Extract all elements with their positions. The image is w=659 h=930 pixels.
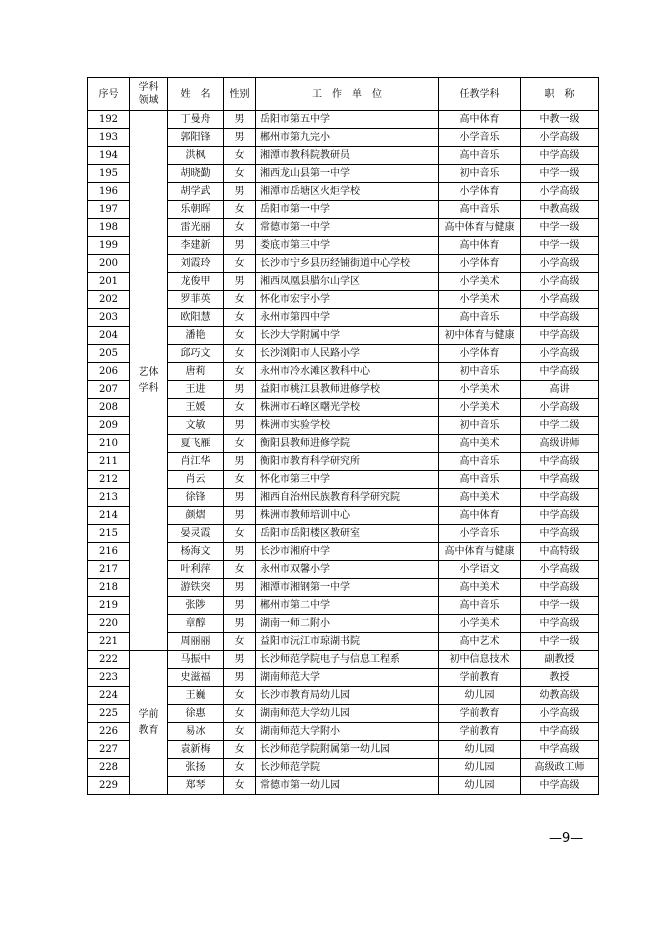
cell-gender: 男 bbox=[224, 237, 256, 255]
cell-no: 210 bbox=[88, 435, 130, 453]
cell-subject: 高中音乐 bbox=[439, 201, 521, 219]
cell-unit: 湖南师范大学幼儿园 bbox=[256, 705, 439, 723]
cell-name: 胡学武 bbox=[168, 183, 224, 201]
cell-name: 张陟 bbox=[168, 597, 224, 615]
cell-no: 208 bbox=[88, 399, 130, 417]
cell-subject: 高中体育 bbox=[439, 111, 521, 129]
cell-name: 史滋福 bbox=[168, 669, 224, 687]
cell-title: 高级讲师 bbox=[521, 435, 599, 453]
cell-subject: 高中艺术 bbox=[439, 633, 521, 651]
cell-unit: 常德市第一幼儿园 bbox=[256, 777, 439, 795]
cell-subject: 学前教育 bbox=[439, 669, 521, 687]
cell-gender: 男 bbox=[224, 489, 256, 507]
cell-name: 郑琴 bbox=[168, 777, 224, 795]
cell-title: 小学高级 bbox=[521, 345, 599, 363]
cell-name: 王进 bbox=[168, 381, 224, 399]
cell-unit: 郴州市第二中学 bbox=[256, 597, 439, 615]
cell-subject: 小学体育 bbox=[439, 255, 521, 273]
cell-title: 幼教高级 bbox=[521, 687, 599, 705]
cell-unit: 衡阳县教师进修学院 bbox=[256, 435, 439, 453]
cell-name: 袁新梅 bbox=[168, 741, 224, 759]
cell-no: 205 bbox=[88, 345, 130, 363]
cell-subject: 小学美术 bbox=[439, 291, 521, 309]
cell-no: 223 bbox=[88, 669, 130, 687]
cell-name: 洪枫 bbox=[168, 147, 224, 165]
cell-unit: 湘西自治州民族教育科学研究院 bbox=[256, 489, 439, 507]
cell-unit: 常德市第一中学 bbox=[256, 219, 439, 237]
cell-subject: 高中体育 bbox=[439, 237, 521, 255]
cell-subject: 幼儿园 bbox=[439, 687, 521, 705]
page-number: —9— bbox=[549, 831, 584, 846]
cell-subject: 小学美术 bbox=[439, 381, 521, 399]
cell-no: 227 bbox=[88, 741, 130, 759]
cell-unit: 长沙市湘府中学 bbox=[256, 543, 439, 561]
cell-unit: 长沙浏阳市人民路小学 bbox=[256, 345, 439, 363]
cell-unit: 娄底市第三中学 bbox=[256, 237, 439, 255]
cell-subject: 初中体育与健康 bbox=[439, 327, 521, 345]
cell-subject: 高中美术 bbox=[439, 489, 521, 507]
cell-subject: 小学音乐 bbox=[439, 129, 521, 147]
cell-name: 雷光丽 bbox=[168, 219, 224, 237]
cell-title: 中学二级 bbox=[521, 417, 599, 435]
cell-subject: 高中音乐 bbox=[439, 147, 521, 165]
cell-no: 226 bbox=[88, 723, 130, 741]
cell-no: 193 bbox=[88, 129, 130, 147]
cell-title: 中学高级 bbox=[521, 507, 599, 525]
cell-gender: 女 bbox=[224, 327, 256, 345]
cell-name: 徐锋 bbox=[168, 489, 224, 507]
cell-name: 唐莉 bbox=[168, 363, 224, 381]
cell-unit: 郴州市第九完小 bbox=[256, 129, 439, 147]
cell-unit: 株洲市石峰区曙光学校 bbox=[256, 399, 439, 417]
cell-subject: 小学音乐 bbox=[439, 525, 521, 543]
cell-title: 小学高级 bbox=[521, 273, 599, 291]
cell-gender: 女 bbox=[224, 147, 256, 165]
cell-gender: 女 bbox=[224, 363, 256, 381]
cell-subject: 高中音乐 bbox=[439, 471, 521, 489]
cell-no: 229 bbox=[88, 777, 130, 795]
cell-unit: 永州市双馨小学 bbox=[256, 561, 439, 579]
cell-gender: 女 bbox=[224, 759, 256, 777]
header-unit: 工 作 单 位 bbox=[256, 78, 439, 111]
cell-gender: 男 bbox=[224, 453, 256, 471]
cell-no: 209 bbox=[88, 417, 130, 435]
cell-subject: 小学语文 bbox=[439, 561, 521, 579]
cell-no: 195 bbox=[88, 165, 130, 183]
cell-name: 肖云 bbox=[168, 471, 224, 489]
roster-table bbox=[87, 77, 599, 795]
cell-name: 王巍 bbox=[168, 687, 224, 705]
cell-name: 欧阳慧 bbox=[168, 309, 224, 327]
cell-unit: 岳阳市第一中学 bbox=[256, 201, 439, 219]
cell-unit: 岳阳市岳阳楼区教研室 bbox=[256, 525, 439, 543]
cell-unit: 湘潭市湘钢第一中学 bbox=[256, 579, 439, 597]
header-no: 序号 bbox=[88, 78, 130, 111]
cell-subject: 幼儿园 bbox=[439, 759, 521, 777]
cell-title: 中教高级 bbox=[521, 201, 599, 219]
cell-gender: 男 bbox=[224, 129, 256, 147]
cell-unit: 益阳市沅江市琼湖书院 bbox=[256, 633, 439, 651]
cell-unit: 湖南师范大学附小 bbox=[256, 723, 439, 741]
cell-unit: 长沙市教育局幼儿园 bbox=[256, 687, 439, 705]
cell-title: 小学高级 bbox=[521, 129, 599, 147]
header-title: 职 称 bbox=[521, 78, 599, 111]
cell-gender: 男 bbox=[224, 111, 256, 129]
cell-no: 211 bbox=[88, 453, 130, 471]
cell-subject: 小学美术 bbox=[439, 615, 521, 633]
cell-no: 204 bbox=[88, 327, 130, 345]
cell-no: 196 bbox=[88, 183, 130, 201]
cell-subject: 学前教育 bbox=[439, 723, 521, 741]
cell-unit: 怀化市宏宇小学 bbox=[256, 291, 439, 309]
cell-gender: 女 bbox=[224, 309, 256, 327]
cell-gender: 男 bbox=[224, 507, 256, 525]
cell-name: 李建新 bbox=[168, 237, 224, 255]
cell-title: 副教授 bbox=[521, 651, 599, 669]
cell-unit: 湘潭市岳塘区火炬学校 bbox=[256, 183, 439, 201]
cell-name: 徐惠 bbox=[168, 705, 224, 723]
header-name: 姓 名 bbox=[168, 78, 224, 111]
cell-name: 杨海文 bbox=[168, 543, 224, 561]
cell-title: 中学高级 bbox=[521, 579, 599, 597]
cell-subject: 小学体育 bbox=[439, 183, 521, 201]
cell-gender: 女 bbox=[224, 561, 256, 579]
cell-gender: 男 bbox=[224, 651, 256, 669]
cell-no: 225 bbox=[88, 705, 130, 723]
cell-no: 206 bbox=[88, 363, 130, 381]
cell-no: 217 bbox=[88, 561, 130, 579]
cell-name: 周丽丽 bbox=[168, 633, 224, 651]
table-header-row bbox=[88, 78, 599, 111]
cell-gender: 男 bbox=[224, 597, 256, 615]
cell-unit: 永州市冷水滩区教科中心 bbox=[256, 363, 439, 381]
cell-title: 中学一级 bbox=[521, 165, 599, 183]
cell-unit: 湖南师范大学 bbox=[256, 669, 439, 687]
cell-subject: 初中音乐 bbox=[439, 363, 521, 381]
cell-no: 214 bbox=[88, 507, 130, 525]
cell-subject: 高中体育 bbox=[439, 507, 521, 525]
cell-subject: 高中美术 bbox=[439, 579, 521, 597]
cell-title: 教授 bbox=[521, 669, 599, 687]
cell-unit: 株洲市实验学校 bbox=[256, 417, 439, 435]
cell-title: 小学高级 bbox=[521, 183, 599, 201]
cell-gender: 女 bbox=[224, 201, 256, 219]
cell-no: 218 bbox=[88, 579, 130, 597]
cell-no: 201 bbox=[88, 273, 130, 291]
cell-unit: 长沙大学附属中学 bbox=[256, 327, 439, 345]
cell-gender: 男 bbox=[224, 669, 256, 687]
cell-no: 192 bbox=[88, 111, 130, 129]
cell-title: 中高特级 bbox=[521, 543, 599, 561]
cell-gender: 女 bbox=[224, 435, 256, 453]
cell-gender: 女 bbox=[224, 471, 256, 489]
cell-title: 中教一级 bbox=[521, 111, 599, 129]
cell-no: 200 bbox=[88, 255, 130, 273]
cell-no: 215 bbox=[88, 525, 130, 543]
cell-unit: 益阳市桃江县教师进修学校 bbox=[256, 381, 439, 399]
cell-unit: 长沙师范学院 bbox=[256, 759, 439, 777]
cell-subject: 初中信息技术 bbox=[439, 651, 521, 669]
cell-gender: 女 bbox=[224, 291, 256, 309]
cell-subject: 初中音乐 bbox=[439, 165, 521, 183]
cell-gender: 男 bbox=[224, 579, 256, 597]
cell-gender: 女 bbox=[224, 399, 256, 417]
cell-subject: 高中音乐 bbox=[439, 453, 521, 471]
cell-subject: 高中美术 bbox=[439, 435, 521, 453]
cell-unit: 衡阳市教育科学研究所 bbox=[256, 453, 439, 471]
cell-name: 颜熠 bbox=[168, 507, 224, 525]
cell-no: 219 bbox=[88, 597, 130, 615]
cell-subject: 小学美术 bbox=[439, 399, 521, 417]
cell-subject: 高中体育与健康 bbox=[439, 543, 521, 561]
cell-gender: 女 bbox=[224, 255, 256, 273]
cell-name: 罗菲英 bbox=[168, 291, 224, 309]
cell-unit: 湘潭市教科院教研员 bbox=[256, 147, 439, 165]
header-field: 学科 领域 bbox=[130, 78, 168, 111]
table-row bbox=[88, 651, 599, 669]
cell-name: 肖江华 bbox=[168, 453, 224, 471]
cell-no: 203 bbox=[88, 309, 130, 327]
cell-title: 中学高级 bbox=[521, 309, 599, 327]
cell-title: 中学高级 bbox=[521, 147, 599, 165]
cell-subject: 幼儿园 bbox=[439, 741, 521, 759]
cell-no: 216 bbox=[88, 543, 130, 561]
cell-title: 中学高级 bbox=[521, 723, 599, 741]
cell-title: 中学一级 bbox=[521, 219, 599, 237]
cell-no: 221 bbox=[88, 633, 130, 651]
cell-gender: 男 bbox=[224, 273, 256, 291]
cell-subject: 高中音乐 bbox=[439, 597, 521, 615]
cell-name: 易冰 bbox=[168, 723, 224, 741]
cell-no: 197 bbox=[88, 201, 130, 219]
cell-gender: 女 bbox=[224, 633, 256, 651]
cell-no: 224 bbox=[88, 687, 130, 705]
cell-name: 龙俊甲 bbox=[168, 273, 224, 291]
cell-subject: 小学美术 bbox=[439, 273, 521, 291]
cell-gender: 男 bbox=[224, 615, 256, 633]
cell-subject: 幼儿园 bbox=[439, 777, 521, 795]
cell-title: 中学高级 bbox=[521, 777, 599, 795]
cell-unit: 长沙师范学院电子与信息工程系 bbox=[256, 651, 439, 669]
cell-no: 228 bbox=[88, 759, 130, 777]
cell-gender: 女 bbox=[224, 705, 256, 723]
cell-title: 小学高级 bbox=[521, 255, 599, 273]
cell-no: 220 bbox=[88, 615, 130, 633]
cell-title: 高讲 bbox=[521, 381, 599, 399]
cell-subject: 小学体育 bbox=[439, 345, 521, 363]
cell-name: 乐朝晖 bbox=[168, 201, 224, 219]
cell-name: 夏飞雁 bbox=[168, 435, 224, 453]
table-row bbox=[88, 111, 599, 129]
cell-gender: 男 bbox=[224, 381, 256, 399]
cell-unit: 湖南一师二附小 bbox=[256, 615, 439, 633]
cell-unit: 怀化市第三中学 bbox=[256, 471, 439, 489]
cell-title: 中学高级 bbox=[521, 615, 599, 633]
cell-name: 晏灵霞 bbox=[168, 525, 224, 543]
cell-subject: 高中体育与健康 bbox=[439, 219, 521, 237]
cell-name: 文敏 bbox=[168, 417, 224, 435]
cell-name: 郭阳锋 bbox=[168, 129, 224, 147]
cell-unit: 长沙师范学院附属第一幼儿园 bbox=[256, 741, 439, 759]
cell-no: 202 bbox=[88, 291, 130, 309]
cell-gender: 女 bbox=[224, 345, 256, 363]
cell-gender: 女 bbox=[224, 777, 256, 795]
cell-unit: 永州市第四中学 bbox=[256, 309, 439, 327]
cell-unit: 长沙市宁乡县历经铺街道中心学校 bbox=[256, 255, 439, 273]
cell-unit: 湘西龙山县第一中学 bbox=[256, 165, 439, 183]
cell-title: 中学高级 bbox=[521, 489, 599, 507]
cell-gender: 男 bbox=[224, 183, 256, 201]
cell-no: 194 bbox=[88, 147, 130, 165]
cell-unit: 湘西凤凰县腊尔山学区 bbox=[256, 273, 439, 291]
cell-no: 207 bbox=[88, 381, 130, 399]
cell-gender: 女 bbox=[224, 525, 256, 543]
cell-subject: 初中音乐 bbox=[439, 417, 521, 435]
cell-name: 邱巧文 bbox=[168, 345, 224, 363]
cell-name: 丁曼舟 bbox=[168, 111, 224, 129]
cell-name: 叶利萍 bbox=[168, 561, 224, 579]
header-gender: 性别 bbox=[224, 78, 256, 111]
cell-no: 213 bbox=[88, 489, 130, 507]
cell-no: 222 bbox=[88, 651, 130, 669]
cell-title: 小学高级 bbox=[521, 291, 599, 309]
cell-gender: 女 bbox=[224, 219, 256, 237]
cell-title: 小学高级 bbox=[521, 399, 599, 417]
cell-name: 马振中 bbox=[168, 651, 224, 669]
cell-subject: 学前教育 bbox=[439, 705, 521, 723]
cell-unit: 株洲市教师培训中心 bbox=[256, 507, 439, 525]
cell-title: 小学高级 bbox=[521, 561, 599, 579]
cell-no: 212 bbox=[88, 471, 130, 489]
cell-gender: 女 bbox=[224, 687, 256, 705]
cell-name: 胡晓勤 bbox=[168, 165, 224, 183]
cell-title: 中学高级 bbox=[521, 471, 599, 489]
cell-subject: 高中音乐 bbox=[439, 309, 521, 327]
cell-field-group: 艺体 学科 bbox=[130, 111, 168, 651]
cell-gender: 男 bbox=[224, 417, 256, 435]
cell-title: 中学高级 bbox=[521, 741, 599, 759]
cell-gender: 女 bbox=[224, 165, 256, 183]
cell-name: 游铁突 bbox=[168, 579, 224, 597]
cell-title: 小学高级 bbox=[521, 705, 599, 723]
cell-no: 199 bbox=[88, 237, 130, 255]
cell-name: 刘霞玲 bbox=[168, 255, 224, 273]
cell-name: 章醇 bbox=[168, 615, 224, 633]
cell-title: 中学高级 bbox=[521, 363, 599, 381]
cell-title: 中学高级 bbox=[521, 453, 599, 471]
header-subject: 任教学科 bbox=[439, 78, 521, 111]
roster-body bbox=[88, 111, 599, 795]
cell-title: 中学一级 bbox=[521, 633, 599, 651]
cell-gender: 女 bbox=[224, 741, 256, 759]
cell-title: 中学一级 bbox=[521, 597, 599, 615]
cell-title: 中学一级 bbox=[521, 237, 599, 255]
cell-field-group: 学前 教育 bbox=[130, 651, 168, 795]
cell-name: 潘艳 bbox=[168, 327, 224, 345]
cell-title: 高级政工师 bbox=[521, 759, 599, 777]
cell-title: 中学高级 bbox=[521, 525, 599, 543]
cell-title: 中学高级 bbox=[521, 327, 599, 345]
cell-name: 张扬 bbox=[168, 759, 224, 777]
cell-unit: 岳阳市第五中学 bbox=[256, 111, 439, 129]
cell-name: 王媛 bbox=[168, 399, 224, 417]
cell-gender: 男 bbox=[224, 543, 256, 561]
cell-no: 198 bbox=[88, 219, 130, 237]
cell-gender: 女 bbox=[224, 723, 256, 741]
